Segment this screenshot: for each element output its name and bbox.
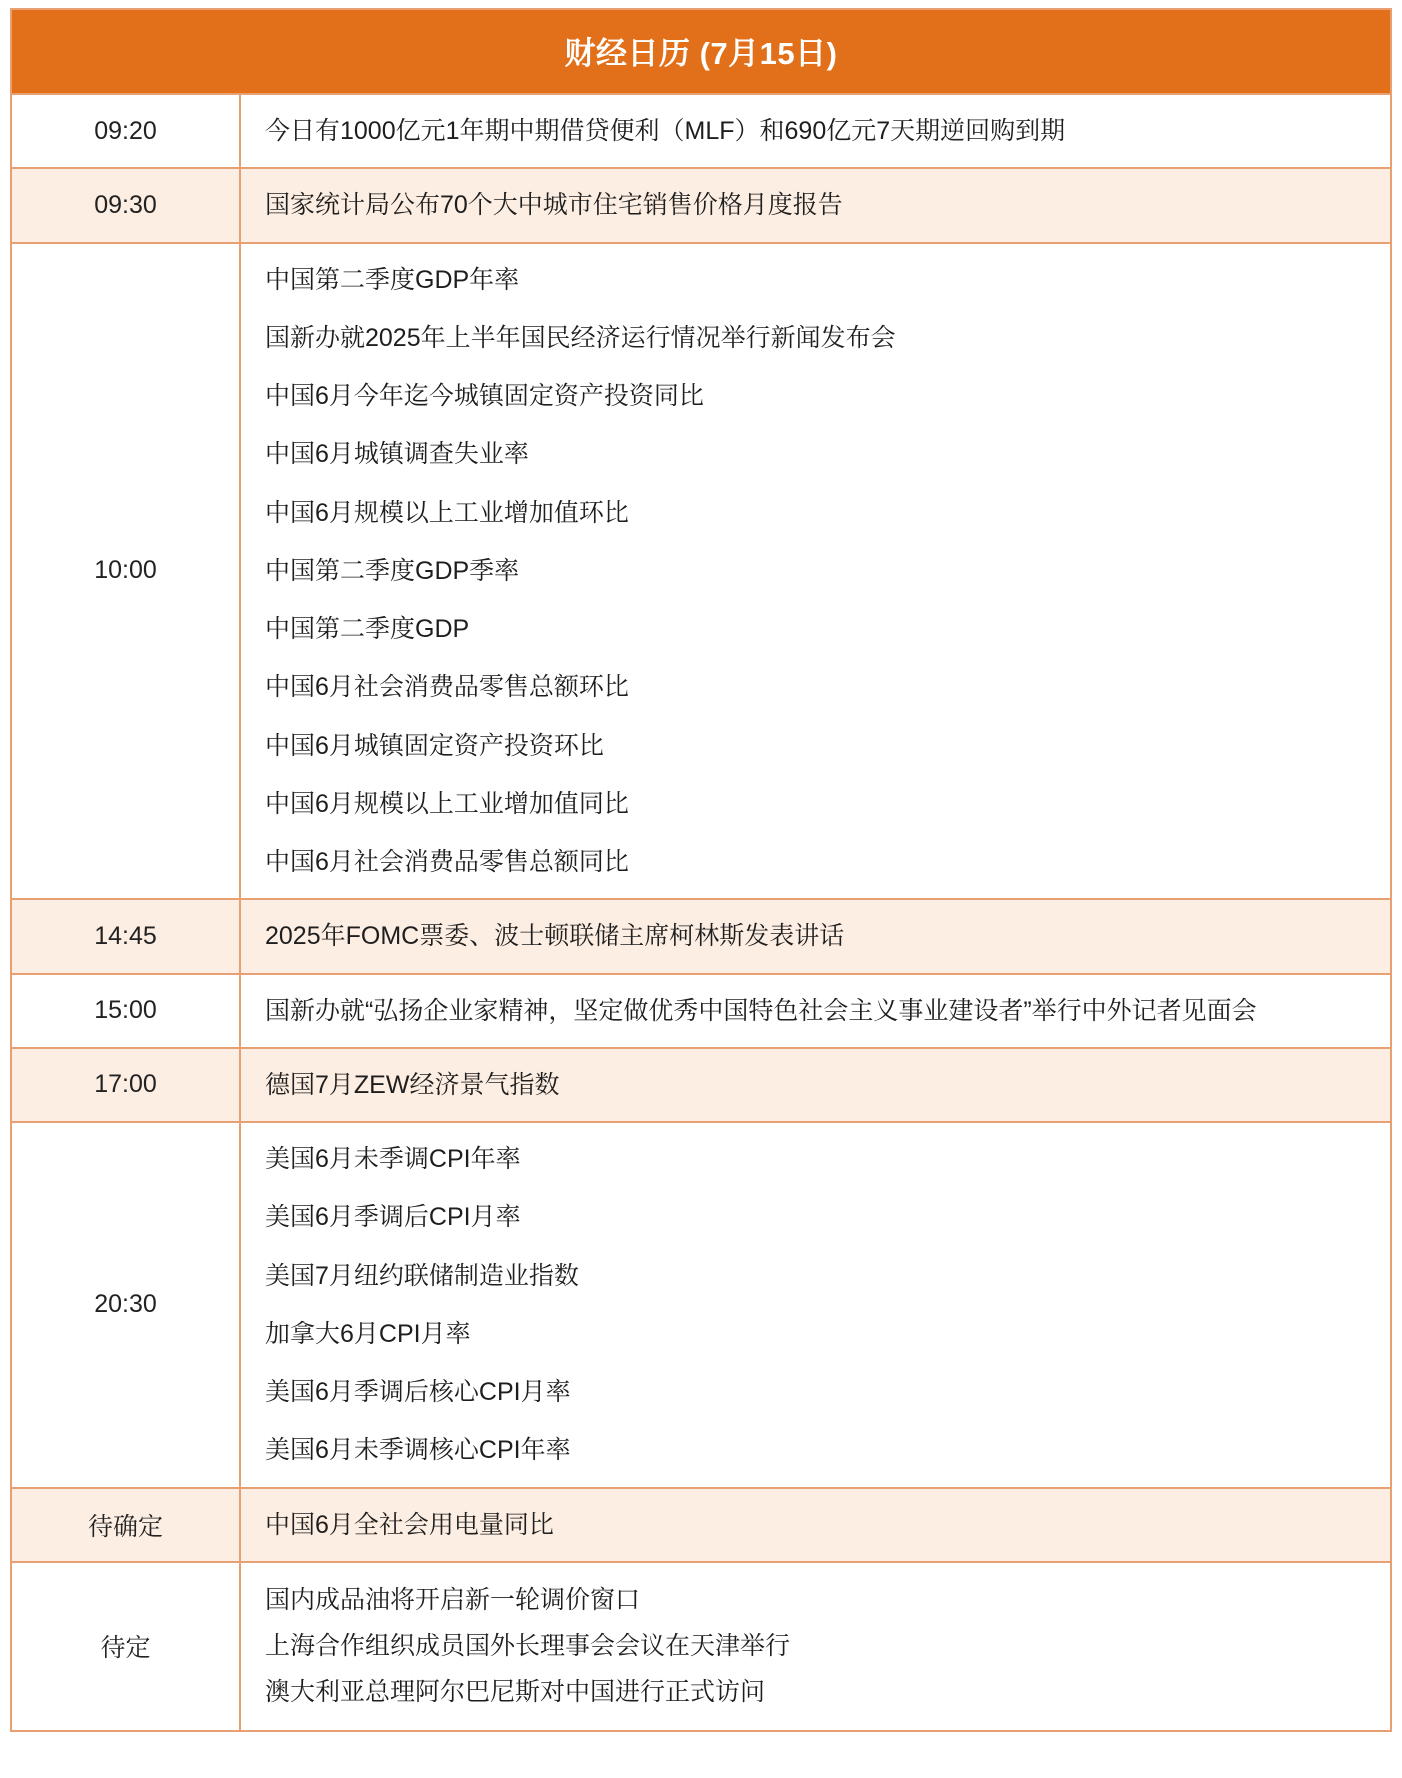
event-item: 中国第二季度GDP [265, 615, 470, 643]
financial-calendar [10, 8, 1392, 1732]
event-item: 中国6月城镇调查失业率 [265, 440, 529, 469]
event-item: 中国6月社会消费品零售总额环比 [265, 673, 629, 702]
event-item: 中国6月城镇固定资产投资环比 [265, 731, 604, 760]
event-item: 国家统计局公布70个大中城市住宅销售价格月度报告 [265, 191, 843, 220]
event-time: 09:20 [12, 95, 240, 168]
event-time: 14:45 [12, 899, 240, 973]
event-item: 国新办就2025年上半年国民经济运行情况举行新闻发布会 [265, 323, 896, 352]
event-item: 澳大利亚总理阿尔巴尼斯对中国进行正式访问 [265, 1678, 766, 1707]
event-item: 中国6月规模以上工业增加值同比 [265, 789, 629, 818]
event-time: 待确定 [12, 1488, 240, 1562]
event-lines [265, 1137, 1370, 1473]
event-time: 10:00 [12, 243, 240, 900]
event-item: 国内成品油将开启新一轮调价窗口 [265, 1585, 641, 1614]
event-list [240, 1048, 1390, 1122]
table-row [12, 1122, 1390, 1488]
event-time: 09:30 [12, 168, 240, 242]
event-item: 加拿大6月CPI月率 [265, 1319, 471, 1348]
event-item: 中国第二季度GDP年率 [265, 265, 520, 294]
table-row [12, 1048, 1390, 1122]
table-row [12, 1488, 1390, 1562]
event-time: 待定 [12, 1562, 240, 1730]
event-lines [265, 1063, 1370, 1107]
event-list [240, 1488, 1390, 1562]
event-list [240, 95, 1390, 168]
event-item: 今日有1000亿元1年期中期借贷便利（MLF）和690亿元7天期逆回购到期 [265, 117, 1066, 145]
event-item: 美国6月季调后CPI月率 [265, 1203, 521, 1232]
event-item: 美国7月纽约联储制造业指数 [265, 1261, 579, 1290]
event-lines [265, 258, 1370, 885]
event-lines [265, 183, 1370, 227]
event-item: 中国6月今年迄今城镇固定资产投资同比 [265, 382, 704, 410]
event-item: 美国6月季调后核心CPI月率 [265, 1378, 571, 1406]
table-row [12, 1562, 1390, 1730]
event-list [240, 899, 1390, 973]
event-time: 17:00 [12, 1048, 240, 1122]
event-list [240, 168, 1390, 242]
event-item: 中国第二季度GDP季率 [265, 556, 520, 585]
event-list [240, 974, 1390, 1048]
event-item: 德国7月ZEW经济景气指数 [265, 1070, 560, 1099]
event-lines [265, 989, 1370, 1033]
event-lines [265, 109, 1370, 153]
calendar-table [12, 95, 1390, 1730]
event-item: 美国6月未季调CPI年率 [265, 1145, 521, 1173]
event-list [240, 1562, 1390, 1730]
event-item: 2025年FOMC票委、波士顿联储主席柯林斯发表讲话 [265, 922, 845, 951]
table-row [12, 243, 1390, 900]
table-row [12, 168, 1390, 242]
event-item: 上海合作组织成员国外长理事会会议在天津举行 [265, 1632, 791, 1660]
table-row [12, 974, 1390, 1048]
event-time: 15:00 [12, 974, 240, 1048]
event-lines [265, 914, 1370, 958]
calendar-body [12, 95, 1390, 1730]
table-row [12, 899, 1390, 973]
event-item: 国新办就“弘扬企业家精神，坚定做优秀中国特色社会主义事业建设者”举行中外记者见面会 [265, 996, 1257, 1025]
calendar-title: 财经日历 (7月15日) [12, 10, 1390, 95]
event-item: 中国6月社会消费品零售总额同比 [265, 848, 629, 876]
event-lines [265, 1503, 1370, 1547]
event-list [240, 1122, 1390, 1488]
event-list [240, 243, 1390, 900]
event-item: 美国6月未季调核心CPI年率 [265, 1436, 571, 1465]
event-item: 中国6月全社会用电量同比 [265, 1510, 554, 1539]
table-row [12, 95, 1390, 168]
event-time: 20:30 [12, 1122, 240, 1488]
event-lines [265, 1577, 1370, 1716]
event-item: 中国6月规模以上工业增加值环比 [265, 498, 629, 527]
